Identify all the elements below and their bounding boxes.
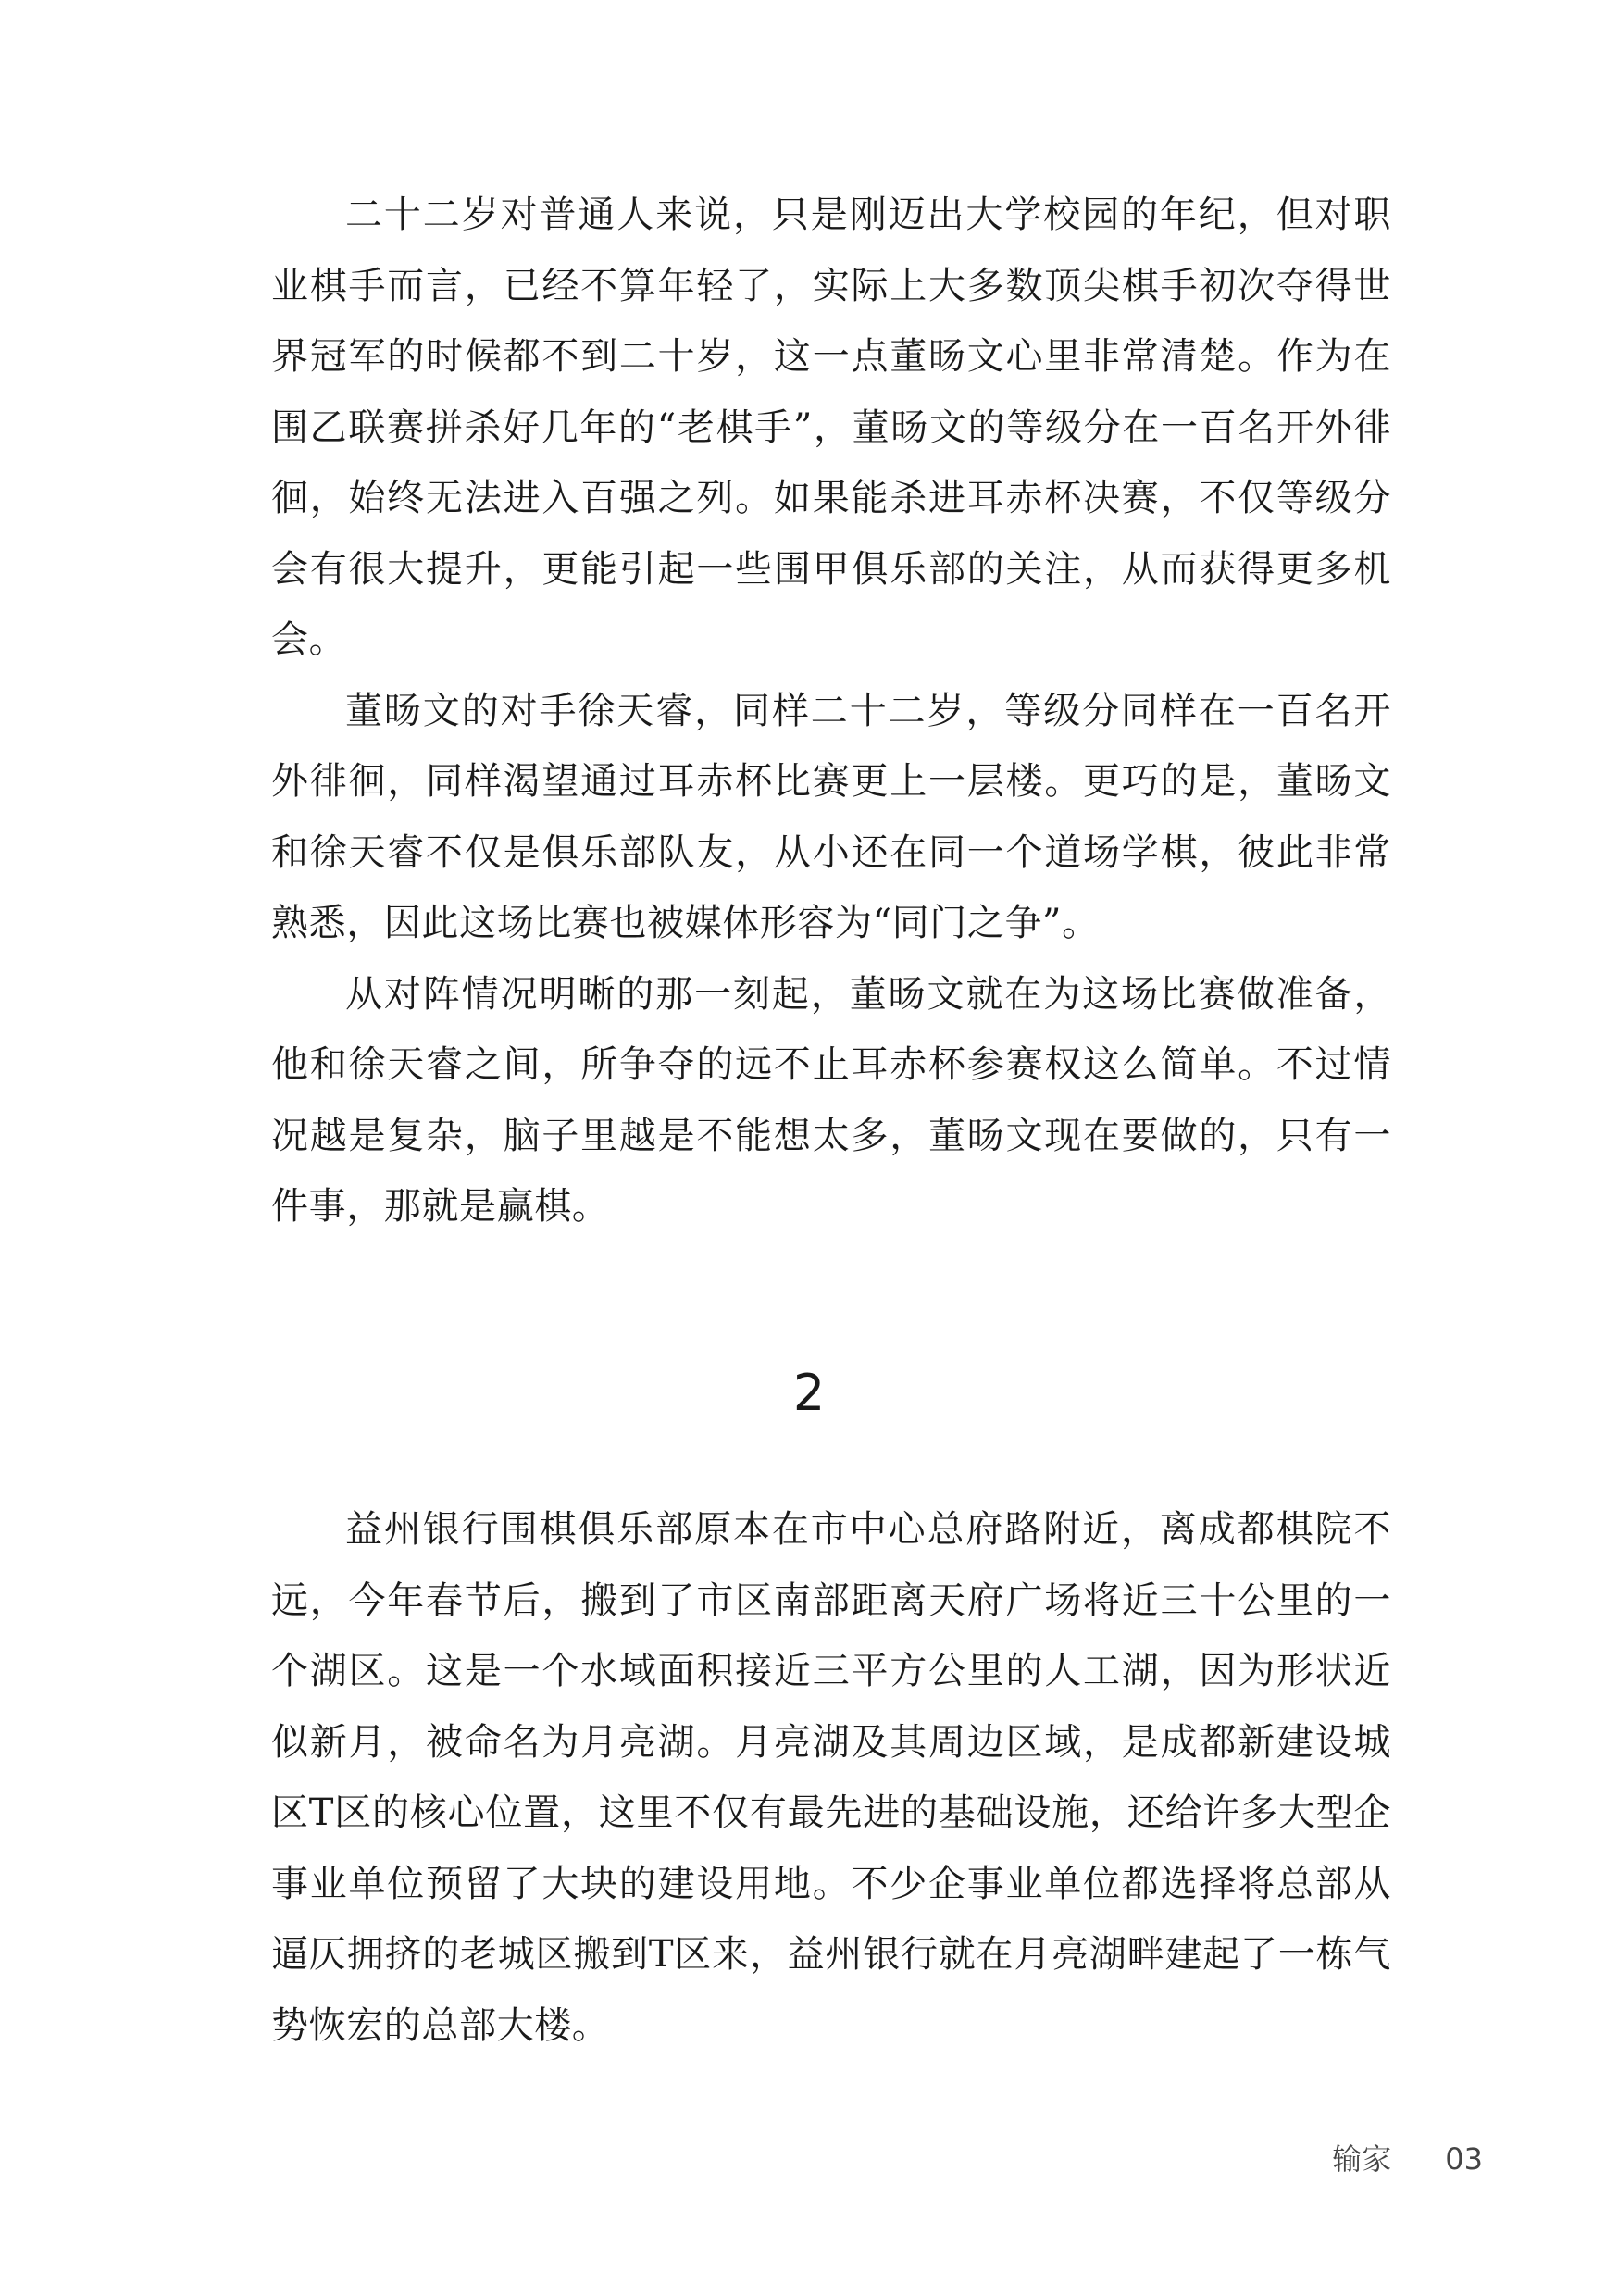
paragraph: 董旸文的对手徐天睿，同样二十二岁，等级分同样在一百名开外徘徊，同样渴望通过耳赤杯比赛更上一层楼。更巧的是，董旸文和徐天睿不仅是俱乐部队友，从小还在同一个道场学棋，彼此非常熟悉，因此这场比赛也被媒体形容为“同门之争”。 bbox=[271, 689, 1391, 944]
paragraph: 二十二岁对普通人来说，只是刚迈出大学校园的年纪，但对职业棋手而言，已经不算年轻了，实际上大多数顶尖棋手初次夺得世界冠军的时候都不到二十岁，这一点董旸文心里非常清楚。作为在围乙联赛拼杀好几年的“老棋手”，董旸文的等级分在一百名开外徘徊，始终无法进入百强之列。如果能杀进耳赤杯决赛，不仅等级分会有很大提升，更能引起一些围甲俱乐部的关注，从而获得更多机会。 bbox=[271, 193, 1391, 661]
text-block-section-2 bbox=[271, 1494, 1391, 2061]
paragraph: 益州银行围棋俱乐部原本在市中心总府路附近，离成都棋院不远，今年春节后，搬到了市区南部距离天府广场将近三十公里的一个湖区。这是一个水域面积接近三平方公里的人工湖，因为形状近似新月，被命名为月亮湖。月亮湖及其周边区域，是成都新建设城区T区的核心位置，这里不仅有最先进的基础设施，还给许多大型企事业单位预留了大块的建设用地。不少企事业单位都选择将总部从逼仄拥挤的老城区搬到T区来，益州银行就在月亮湖畔建起了一栋气势恢宏的总部大楼。 bbox=[271, 1508, 1391, 2047]
text-block-section-1 bbox=[271, 180, 1391, 1242]
page-footer bbox=[1332, 2140, 1483, 2177]
running-title: 输家 bbox=[1332, 2141, 1392, 2177]
paragraph: 从对阵情况明晰的那一刻起，董旸文就在为这场比赛做准备，他和徐天睿之间，所争夺的远不止耳赤杯参赛权这么简单。不过情况越是复杂，脑子里越是不能想太多，董旸文现在要做的，只有一件事，那就是赢棋。 bbox=[271, 972, 1391, 1228]
page-number: 03 bbox=[1445, 2141, 1483, 2177]
chapter-number: 2 bbox=[792, 1364, 826, 1422]
